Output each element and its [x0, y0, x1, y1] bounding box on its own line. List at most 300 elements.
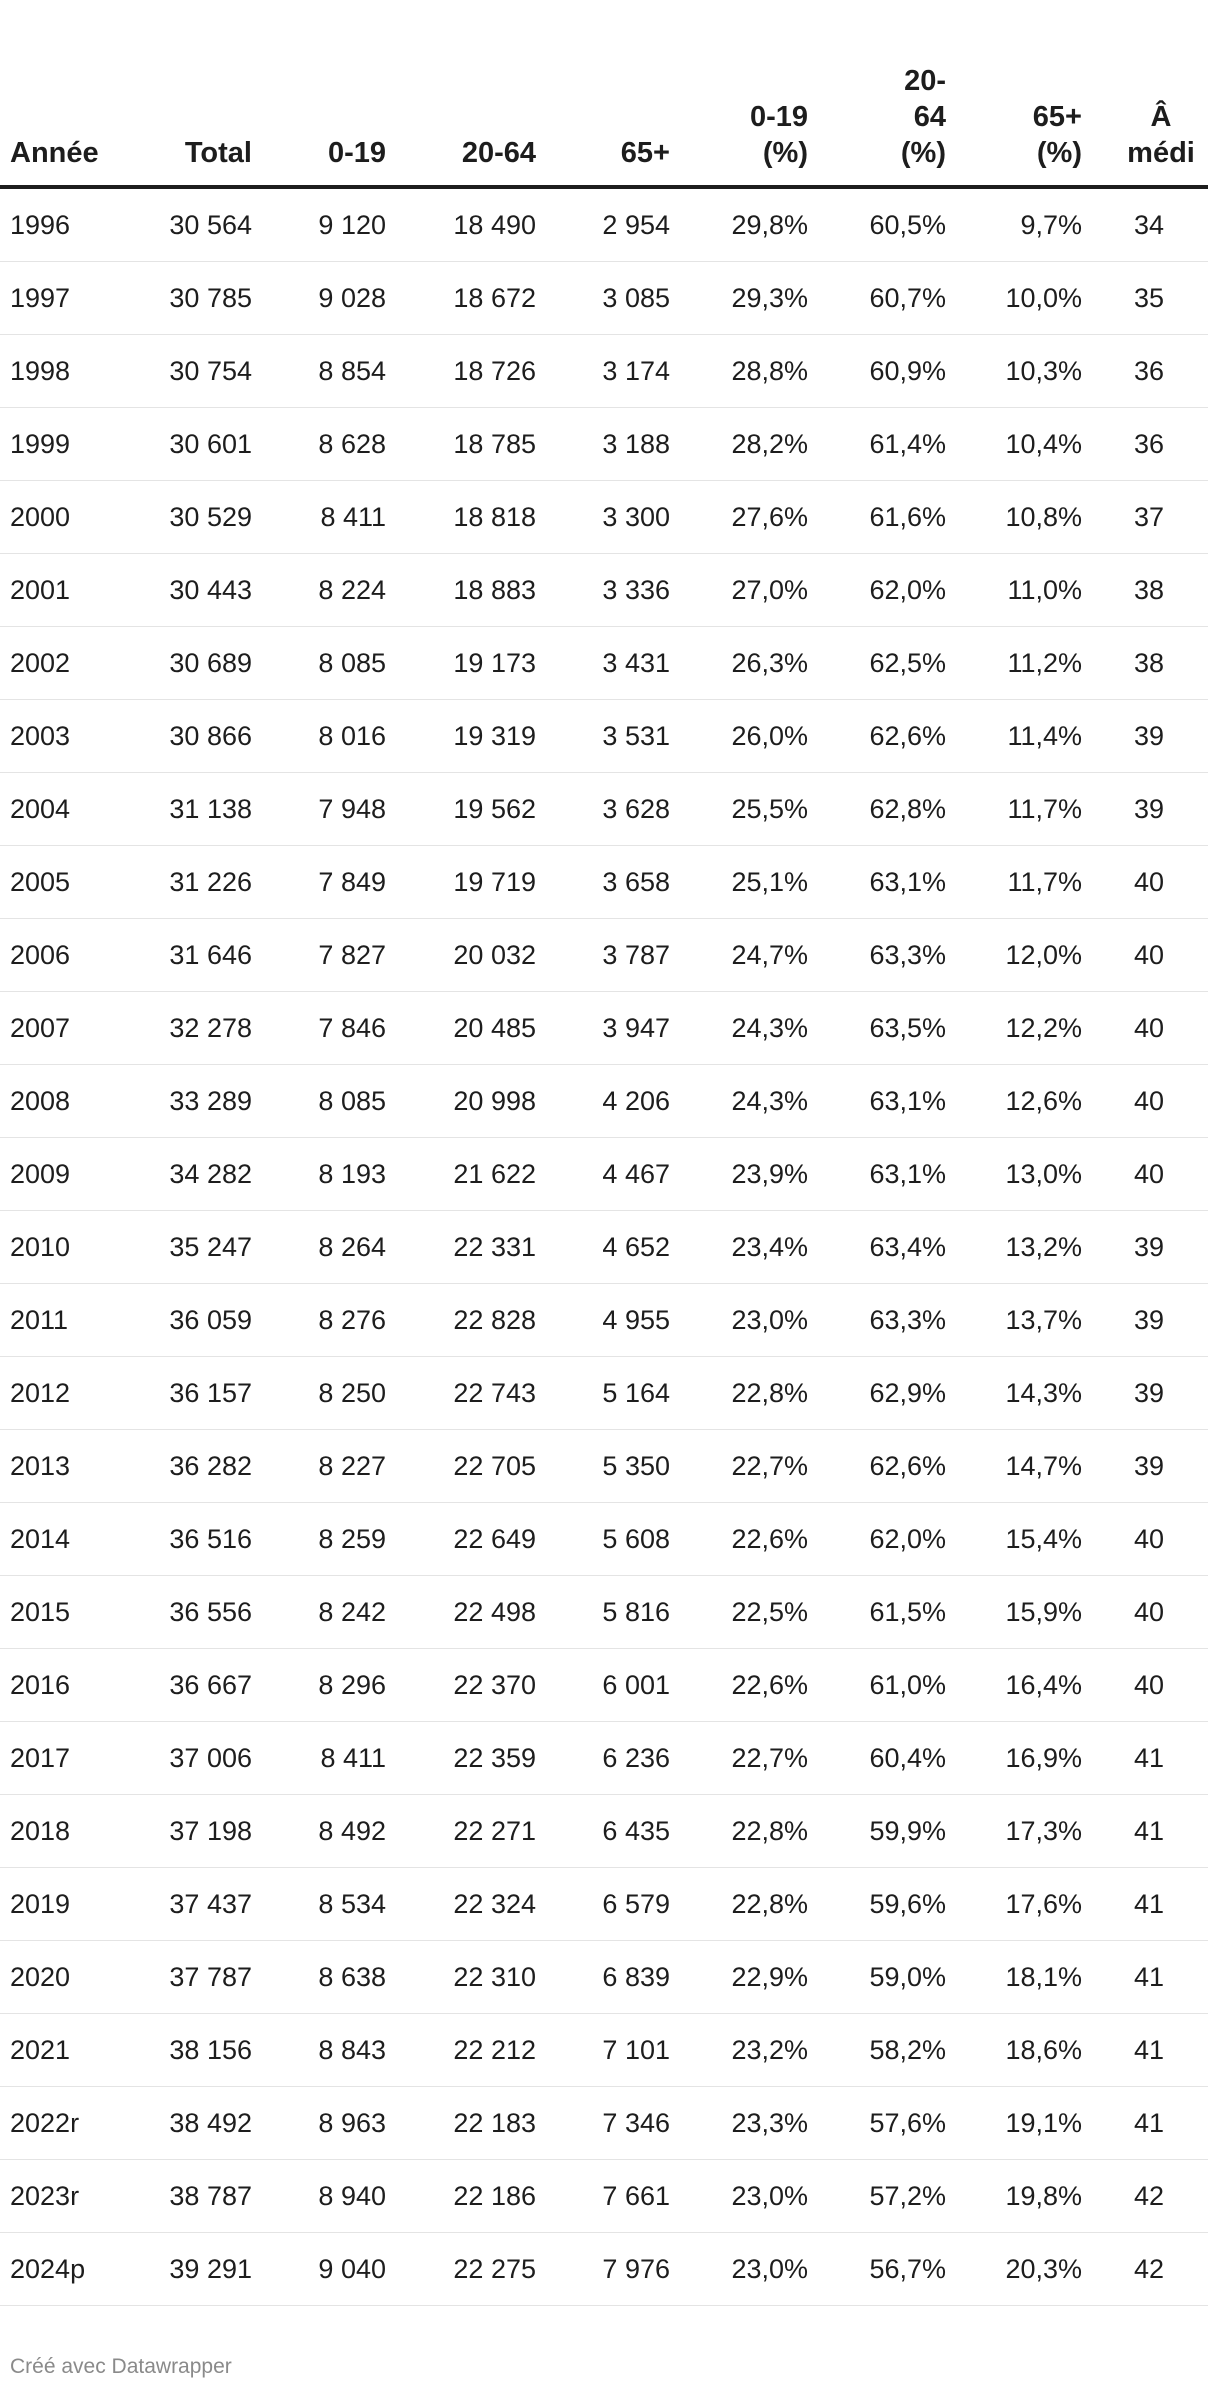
cell-total: 31 138	[132, 773, 252, 846]
cell-year: 2007	[0, 992, 132, 1065]
cell-pct-65-plus: 11,4%	[946, 700, 1082, 773]
cell-pct-20-64: 62,0%	[808, 554, 946, 627]
cell-pct-20-64: 62,5%	[808, 627, 946, 700]
cell-pct-20-64: 62,8%	[808, 773, 946, 846]
cell-year: 2017	[0, 1722, 132, 1795]
cell-median-age: 40	[1082, 1503, 1208, 1576]
cell-year: 1996	[0, 187, 132, 262]
cell-age-20-64: 22 705	[386, 1430, 536, 1503]
cell-age-20-64: 18 785	[386, 408, 536, 481]
cell-pct-65-plus: 13,7%	[946, 1284, 1082, 1357]
cell-total: 33 289	[132, 1065, 252, 1138]
cell-median-age: 37	[1082, 481, 1208, 554]
cell-age-20-64: 20 032	[386, 919, 536, 992]
cell-age-65-plus: 3 947	[536, 992, 670, 1065]
cell-total: 37 437	[132, 1868, 252, 1941]
cell-age-0-19: 7 849	[252, 846, 386, 919]
cell-pct-0-19: 22,6%	[670, 1503, 808, 1576]
cell-pct-65-plus: 12,0%	[946, 919, 1082, 992]
cell-age-20-64: 22 498	[386, 1576, 536, 1649]
cell-age-0-19: 8 963	[252, 2087, 386, 2160]
cell-year: 2000	[0, 481, 132, 554]
table-row	[0, 992, 1208, 1065]
cell-age-65-plus: 7 661	[536, 2160, 670, 2233]
cell-year: 2020	[0, 1941, 132, 2014]
cell-pct-20-64: 60,7%	[808, 262, 946, 335]
cell-pct-0-19: 22,6%	[670, 1649, 808, 1722]
table-header	[0, 0, 1208, 187]
table-row	[0, 481, 1208, 554]
cell-pct-20-64: 61,5%	[808, 1576, 946, 1649]
cell-age-0-19: 7 846	[252, 992, 386, 1065]
table-row	[0, 700, 1208, 773]
cell-year: 2001	[0, 554, 132, 627]
cell-pct-0-19: 25,1%	[670, 846, 808, 919]
cell-age-20-64: 18 726	[386, 335, 536, 408]
cell-age-0-19: 8 264	[252, 1211, 386, 1284]
cell-pct-20-64: 59,0%	[808, 1941, 946, 2014]
cell-pct-20-64: 59,6%	[808, 1868, 946, 1941]
cell-pct-20-64: 63,1%	[808, 846, 946, 919]
cell-age-0-19: 8 492	[252, 1795, 386, 1868]
cell-age-20-64: 22 186	[386, 2160, 536, 2233]
cell-pct-0-19: 23,4%	[670, 1211, 808, 1284]
cell-pct-20-64: 60,9%	[808, 335, 946, 408]
table-body	[0, 187, 1208, 2306]
cell-age-20-64: 20 998	[386, 1065, 536, 1138]
cell-pct-65-plus: 11,0%	[946, 554, 1082, 627]
column-header-median-age[interactable]: Â médi	[1082, 0, 1208, 187]
table-row	[0, 335, 1208, 408]
cell-total: 30 866	[132, 700, 252, 773]
table-row	[0, 1065, 1208, 1138]
cell-pct-65-plus: 16,9%	[946, 1722, 1082, 1795]
header-row	[0, 0, 1208, 187]
cell-age-65-plus: 4 467	[536, 1138, 670, 1211]
cell-age-0-19: 8 638	[252, 1941, 386, 2014]
cell-pct-20-64: 60,4%	[808, 1722, 946, 1795]
cell-age-65-plus: 7 976	[536, 2233, 670, 2306]
datawrapper-credit[interactable]: Créé avec Datawrapper	[10, 2355, 232, 2378]
cell-median-age: 39	[1082, 1430, 1208, 1503]
table-row	[0, 1649, 1208, 1722]
cell-median-age: 40	[1082, 1138, 1208, 1211]
cell-age-65-plus: 3 085	[536, 262, 670, 335]
cell-pct-20-64: 60,5%	[808, 187, 946, 262]
cell-pct-20-64: 56,7%	[808, 2233, 946, 2306]
cell-pct-0-19: 23,0%	[670, 2160, 808, 2233]
cell-age-65-plus: 3 531	[536, 700, 670, 773]
cell-year: 2018	[0, 1795, 132, 1868]
cell-pct-0-19: 22,8%	[670, 1357, 808, 1430]
cell-year: 1998	[0, 335, 132, 408]
cell-pct-20-64: 57,6%	[808, 2087, 946, 2160]
cell-pct-20-64: 63,3%	[808, 919, 946, 992]
table-row	[0, 773, 1208, 846]
cell-pct-65-plus: 10,4%	[946, 408, 1082, 481]
cell-median-age: 38	[1082, 554, 1208, 627]
table-row	[0, 2014, 1208, 2087]
cell-year: 2006	[0, 919, 132, 992]
cell-year: 2005	[0, 846, 132, 919]
column-header-20-64[interactable]: 20-64	[386, 0, 536, 187]
cell-total: 31 226	[132, 846, 252, 919]
cell-pct-0-19: 22,7%	[670, 1722, 808, 1795]
cell-age-65-plus: 5 350	[536, 1430, 670, 1503]
table-row	[0, 1868, 1208, 1941]
cell-pct-0-19: 24,7%	[670, 919, 808, 992]
cell-pct-0-19: 22,7%	[670, 1430, 808, 1503]
cell-pct-65-plus: 12,6%	[946, 1065, 1082, 1138]
cell-age-20-64: 19 562	[386, 773, 536, 846]
table-row	[0, 1211, 1208, 1284]
cell-pct-65-plus: 11,2%	[946, 627, 1082, 700]
cell-age-0-19: 8 628	[252, 408, 386, 481]
cell-year: 2022r	[0, 2087, 132, 2160]
cell-pct-20-64: 59,9%	[808, 1795, 946, 1868]
cell-pct-0-19: 29,8%	[670, 187, 808, 262]
cell-median-age: 42	[1082, 2233, 1208, 2306]
table-row	[0, 2233, 1208, 2306]
cell-year: 2008	[0, 1065, 132, 1138]
cell-age-65-plus: 3 658	[536, 846, 670, 919]
cell-age-0-19: 8 242	[252, 1576, 386, 1649]
cell-pct-65-plus: 13,0%	[946, 1138, 1082, 1211]
cell-total: 30 754	[132, 335, 252, 408]
cell-median-age: 39	[1082, 1284, 1208, 1357]
cell-year: 2019	[0, 1868, 132, 1941]
cell-pct-0-19: 22,8%	[670, 1868, 808, 1941]
cell-median-age: 40	[1082, 1065, 1208, 1138]
cell-total: 36 282	[132, 1430, 252, 1503]
cell-year: 2004	[0, 773, 132, 846]
cell-total: 30 601	[132, 408, 252, 481]
table-row	[0, 1357, 1208, 1430]
cell-pct-65-plus: 16,4%	[946, 1649, 1082, 1722]
cell-total: 37 787	[132, 1941, 252, 2014]
cell-age-65-plus: 3 188	[536, 408, 670, 481]
cell-pct-20-64: 61,4%	[808, 408, 946, 481]
cell-pct-65-plus: 14,3%	[946, 1357, 1082, 1430]
column-header-0-19-percent[interactable]: 0-19 (%)	[670, 0, 808, 187]
cell-total: 37 006	[132, 1722, 252, 1795]
cell-pct-20-64: 63,5%	[808, 992, 946, 1065]
cell-age-65-plus: 5 164	[536, 1357, 670, 1430]
cell-age-0-19: 8 854	[252, 335, 386, 408]
cell-median-age: 40	[1082, 1649, 1208, 1722]
cell-pct-65-plus: 12,2%	[946, 992, 1082, 1065]
cell-pct-65-plus: 15,4%	[946, 1503, 1082, 1576]
cell-median-age: 40	[1082, 919, 1208, 992]
cell-median-age: 42	[1082, 2160, 1208, 2233]
column-header-year[interactable]: Année	[0, 0, 132, 187]
cell-pct-0-19: 24,3%	[670, 1065, 808, 1138]
cell-total: 30 443	[132, 554, 252, 627]
cell-pct-0-19: 22,5%	[670, 1576, 808, 1649]
table-row	[0, 1795, 1208, 1868]
cell-age-65-plus: 4 652	[536, 1211, 670, 1284]
cell-age-0-19: 8 296	[252, 1649, 386, 1722]
cell-age-65-plus: 3 431	[536, 627, 670, 700]
table-row	[0, 627, 1208, 700]
cell-age-0-19: 7 948	[252, 773, 386, 846]
cell-age-65-plus: 6 236	[536, 1722, 670, 1795]
table-row	[0, 1941, 1208, 2014]
cell-median-age: 39	[1082, 1357, 1208, 1430]
cell-age-0-19: 7 827	[252, 919, 386, 992]
cell-pct-0-19: 28,2%	[670, 408, 808, 481]
column-header-65-plus-percent[interactable]: 65+ (%)	[946, 0, 1082, 187]
cell-age-20-64: 22 331	[386, 1211, 536, 1284]
cell-median-age: 41	[1082, 1722, 1208, 1795]
cell-age-20-64: 22 310	[386, 1941, 536, 2014]
cell-year: 1999	[0, 408, 132, 481]
cell-age-20-64: 22 183	[386, 2087, 536, 2160]
cell-total: 30 564	[132, 187, 252, 262]
cell-year: 2011	[0, 1284, 132, 1357]
cell-age-20-64: 18 490	[386, 187, 536, 262]
cell-pct-20-64: 61,0%	[808, 1649, 946, 1722]
table-row	[0, 1138, 1208, 1211]
cell-age-20-64: 18 672	[386, 262, 536, 335]
cell-total: 36 516	[132, 1503, 252, 1576]
cell-total: 38 787	[132, 2160, 252, 2233]
cell-total: 36 667	[132, 1649, 252, 1722]
cell-age-20-64: 19 319	[386, 700, 536, 773]
cell-age-20-64: 22 743	[386, 1357, 536, 1430]
cell-year: 2023r	[0, 2160, 132, 2233]
cell-total: 37 198	[132, 1795, 252, 1868]
cell-total: 39 291	[132, 2233, 252, 2306]
cell-age-0-19: 8 193	[252, 1138, 386, 1211]
cell-age-65-plus: 3 174	[536, 335, 670, 408]
cell-pct-0-19: 26,0%	[670, 700, 808, 773]
cell-age-0-19: 8 411	[252, 1722, 386, 1795]
cell-year: 2009	[0, 1138, 132, 1211]
cell-pct-0-19: 23,0%	[670, 2233, 808, 2306]
cell-median-age: 41	[1082, 1868, 1208, 1941]
cell-age-65-plus: 5 816	[536, 1576, 670, 1649]
cell-year: 2010	[0, 1211, 132, 1284]
cell-pct-0-19: 27,0%	[670, 554, 808, 627]
cell-median-age: 36	[1082, 335, 1208, 408]
table-row	[0, 262, 1208, 335]
cell-age-0-19: 8 085	[252, 627, 386, 700]
cell-pct-0-19: 27,6%	[670, 481, 808, 554]
cell-pct-20-64: 61,6%	[808, 481, 946, 554]
cell-median-age: 34	[1082, 187, 1208, 262]
cell-age-65-plus: 6 001	[536, 1649, 670, 1722]
cell-median-age: 35	[1082, 262, 1208, 335]
cell-year: 2002	[0, 627, 132, 700]
cell-age-20-64: 22 370	[386, 1649, 536, 1722]
cell-pct-0-19: 25,5%	[670, 773, 808, 846]
cell-pct-65-plus: 11,7%	[946, 773, 1082, 846]
cell-pct-65-plus: 18,1%	[946, 1941, 1082, 2014]
cell-pct-65-plus: 10,8%	[946, 481, 1082, 554]
cell-pct-0-19: 23,3%	[670, 2087, 808, 2160]
cell-pct-20-64: 63,1%	[808, 1138, 946, 1211]
cell-age-20-64: 22 324	[386, 1868, 536, 1941]
cell-pct-20-64: 63,1%	[808, 1065, 946, 1138]
cell-age-65-plus: 6 579	[536, 1868, 670, 1941]
cell-year: 2014	[0, 1503, 132, 1576]
table-row	[0, 1503, 1208, 1576]
cell-pct-0-19: 28,8%	[670, 335, 808, 408]
cell-median-age: 40	[1082, 1576, 1208, 1649]
cell-total: 38 156	[132, 2014, 252, 2087]
cell-age-20-64: 20 485	[386, 992, 536, 1065]
cell-pct-0-19: 29,3%	[670, 262, 808, 335]
table-row	[0, 2087, 1208, 2160]
cell-age-65-plus: 6 435	[536, 1795, 670, 1868]
column-header-65-plus[interactable]: 65+	[536, 0, 670, 187]
cell-total: 36 157	[132, 1357, 252, 1430]
cell-pct-65-plus: 19,8%	[946, 2160, 1082, 2233]
cell-age-0-19: 9 120	[252, 187, 386, 262]
cell-median-age: 40	[1082, 846, 1208, 919]
table-row	[0, 1576, 1208, 1649]
cell-age-20-64: 22 271	[386, 1795, 536, 1868]
cell-year: 1997	[0, 262, 132, 335]
column-header-0-19[interactable]: 0-19	[252, 0, 386, 187]
cell-age-65-plus: 3 336	[536, 554, 670, 627]
cell-median-age: 40	[1082, 992, 1208, 1065]
cell-age-0-19: 9 040	[252, 2233, 386, 2306]
cell-total: 31 646	[132, 919, 252, 992]
cell-age-65-plus: 3 787	[536, 919, 670, 992]
cell-age-20-64: 22 212	[386, 2014, 536, 2087]
cell-total: 36 556	[132, 1576, 252, 1649]
cell-pct-0-19: 22,8%	[670, 1795, 808, 1868]
cell-pct-65-plus: 13,2%	[946, 1211, 1082, 1284]
cell-age-20-64: 21 622	[386, 1138, 536, 1211]
cell-median-age: 41	[1082, 2087, 1208, 2160]
cell-pct-20-64: 62,6%	[808, 700, 946, 773]
cell-pct-65-plus: 9,7%	[946, 187, 1082, 262]
cell-age-20-64: 22 828	[386, 1284, 536, 1357]
cell-pct-20-64: 58,2%	[808, 2014, 946, 2087]
cell-pct-0-19: 24,3%	[670, 992, 808, 1065]
cell-year: 2013	[0, 1430, 132, 1503]
cell-pct-20-64: 62,0%	[808, 1503, 946, 1576]
cell-pct-0-19: 23,2%	[670, 2014, 808, 2087]
cell-median-age: 38	[1082, 627, 1208, 700]
cell-age-0-19: 8 843	[252, 2014, 386, 2087]
cell-age-20-64: 18 883	[386, 554, 536, 627]
cell-age-0-19: 9 028	[252, 262, 386, 335]
cell-total: 30 529	[132, 481, 252, 554]
cell-pct-20-64: 62,9%	[808, 1357, 946, 1430]
cell-pct-65-plus: 14,7%	[946, 1430, 1082, 1503]
cell-total: 35 247	[132, 1211, 252, 1284]
cell-pct-20-64: 63,3%	[808, 1284, 946, 1357]
cell-pct-0-19: 22,9%	[670, 1941, 808, 2014]
cell-age-65-plus: 5 608	[536, 1503, 670, 1576]
cell-age-65-plus: 4 955	[536, 1284, 670, 1357]
cell-pct-20-64: 62,6%	[808, 1430, 946, 1503]
cell-age-0-19: 8 224	[252, 554, 386, 627]
cell-age-20-64: 22 359	[386, 1722, 536, 1795]
cell-age-20-64: 18 818	[386, 481, 536, 554]
table-row	[0, 187, 1208, 262]
cell-year: 2024p	[0, 2233, 132, 2306]
cell-median-age: 36	[1082, 408, 1208, 481]
cell-age-0-19: 8 276	[252, 1284, 386, 1357]
cell-age-65-plus: 3 300	[536, 481, 670, 554]
cell-pct-20-64: 63,4%	[808, 1211, 946, 1284]
cell-year: 2012	[0, 1357, 132, 1430]
cell-age-65-plus: 7 101	[536, 2014, 670, 2087]
column-header-total[interactable]: Total	[132, 0, 252, 187]
cell-age-65-plus: 6 839	[536, 1941, 670, 2014]
cell-age-65-plus: 4 206	[536, 1065, 670, 1138]
cell-age-0-19: 8 250	[252, 1357, 386, 1430]
cell-age-20-64: 19 719	[386, 846, 536, 919]
cell-age-0-19: 8 227	[252, 1430, 386, 1503]
cell-year: 2021	[0, 2014, 132, 2087]
cell-pct-0-19: 26,3%	[670, 627, 808, 700]
cell-total: 30 785	[132, 262, 252, 335]
cell-pct-65-plus: 20,3%	[946, 2233, 1082, 2306]
cell-pct-65-plus: 19,1%	[946, 2087, 1082, 2160]
cell-pct-65-plus: 18,6%	[946, 2014, 1082, 2087]
table-row	[0, 1722, 1208, 1795]
cell-total: 34 282	[132, 1138, 252, 1211]
cell-total: 38 492	[132, 2087, 252, 2160]
cell-age-65-plus: 7 346	[536, 2087, 670, 2160]
column-header-20-64-percent[interactable]: 20- 64 (%)	[808, 0, 946, 187]
table-row	[0, 1284, 1208, 1357]
cell-age-20-64: 22 649	[386, 1503, 536, 1576]
table-row	[0, 408, 1208, 481]
cell-age-65-plus: 3 628	[536, 773, 670, 846]
table-row	[0, 1430, 1208, 1503]
cell-median-age: 41	[1082, 1795, 1208, 1868]
cell-pct-0-19: 23,9%	[670, 1138, 808, 1211]
cell-pct-65-plus: 11,7%	[946, 846, 1082, 919]
cell-year: 2003	[0, 700, 132, 773]
cell-pct-65-plus: 17,6%	[946, 1868, 1082, 1941]
cell-age-0-19: 8 534	[252, 1868, 386, 1941]
table-row	[0, 2160, 1208, 2233]
cell-total: 30 689	[132, 627, 252, 700]
table-row	[0, 919, 1208, 992]
cell-median-age: 39	[1082, 1211, 1208, 1284]
cell-pct-0-19: 23,0%	[670, 1284, 808, 1357]
cell-age-20-64: 22 275	[386, 2233, 536, 2306]
cell-pct-65-plus: 17,3%	[946, 1795, 1082, 1868]
cell-age-0-19: 8 259	[252, 1503, 386, 1576]
table-row	[0, 554, 1208, 627]
cell-median-age: 41	[1082, 1941, 1208, 2014]
cell-age-65-plus: 2 954	[536, 187, 670, 262]
cell-pct-65-plus: 15,9%	[946, 1576, 1082, 1649]
cell-pct-65-plus: 10,0%	[946, 262, 1082, 335]
cell-total: 32 278	[132, 992, 252, 1065]
cell-age-0-19: 8 411	[252, 481, 386, 554]
cell-age-0-19: 8 085	[252, 1065, 386, 1138]
cell-year: 2015	[0, 1576, 132, 1649]
cell-median-age: 39	[1082, 773, 1208, 846]
cell-median-age: 41	[1082, 2014, 1208, 2087]
cell-age-0-19: 8 940	[252, 2160, 386, 2233]
cell-year: 2016	[0, 1649, 132, 1722]
cell-pct-20-64: 57,2%	[808, 2160, 946, 2233]
cell-total: 36 059	[132, 1284, 252, 1357]
cell-age-20-64: 19 173	[386, 627, 536, 700]
cell-age-0-19: 8 016	[252, 700, 386, 773]
